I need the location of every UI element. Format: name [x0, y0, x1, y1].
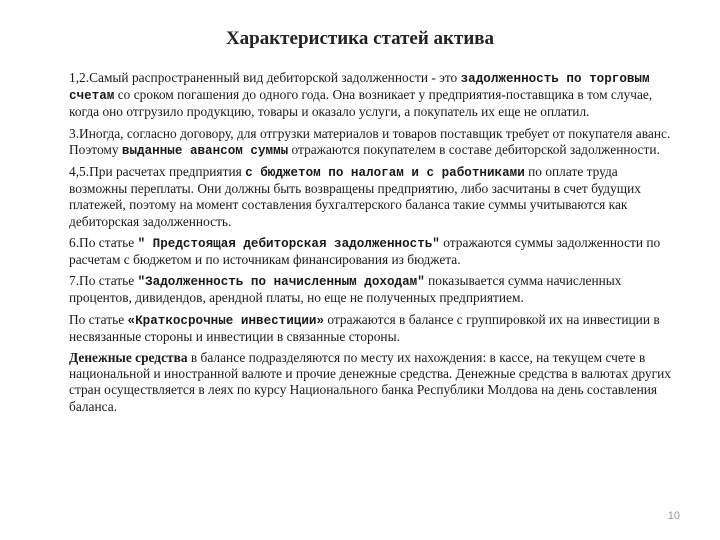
slide-content [69, 70, 674, 420]
paragraph-emphasis: задолженность по торговым счетам [69, 72, 650, 104]
paragraph-text: отражаются в балансе с группировкой их на инвестиции в несвязанные стороны и инвестиции в связанные стороны. [69, 311, 660, 344]
paragraph-text: показывается сумма начисленных процентов, дивидендов, арендной платы, но еще не полученных предприятием. [69, 273, 622, 306]
slide-title: Характеристика статей актива [225, 28, 495, 49]
paragraph-emphasis: "Задолженность по начисленным доходам" [137, 275, 425, 290]
paragraph-short-term-investments [69, 312, 674, 345]
paragraph-budget-employees [69, 164, 674, 230]
paragraph-cash [69, 350, 674, 415]
paragraph-emphasis: Денежные средства [69, 350, 188, 366]
slide-number: 10 [667, 510, 680, 522]
paragraph-text: 6.По статье [69, 234, 138, 250]
paragraph-emphasis: выданные авансом суммы [121, 143, 289, 158]
paragraph-emphasis: " Предстоящая дебиторская задолженность" [137, 236, 440, 251]
paragraph-accrued-income [69, 273, 674, 306]
paragraph-emphasis: «Краткосрочные инвестиции» [127, 313, 325, 328]
paragraph-upcoming-receivables [69, 235, 674, 268]
paragraph-text: отражаются суммы задолженности по расчетам с бюджетом и по источникам финансирования из бюджета. [69, 234, 661, 268]
paragraph-text: По статье [69, 311, 128, 327]
paragraph-text: 4,5.При расчетах предприятия [69, 164, 246, 180]
paragraph-emphasis: с бюджетом по налогам и с работниками [245, 166, 525, 181]
paragraph-text: 7.По статье [69, 273, 138, 289]
paragraph-text: по оплате труда возможны переплаты. Они должны быть возвращены предприятию, либо засчитаны в счет будущих платежей, поэтому на момент составления бухгалтерского баланса такие суммы учитываются как дебиторская задолженность. [69, 164, 641, 229]
paragraph-text: со сроком погашения до одного года. Она возникает у предприятия-поставщика в том случае, когда оно отгрузило продукцию, товары и оказало услуги, а покупатель их еще не оплатил. [69, 87, 653, 120]
paragraph-advances [69, 126, 674, 159]
paragraph-receivables [69, 70, 674, 121]
paragraph-text: 1,2.Самый распространенный вид дебиторской задолженности - это [69, 70, 461, 85]
paragraph-text: в балансе подразделяются по месту их нахождения: в кассе, на текущем счете в национальной и иностранной валюте и прочие денежные средства. Денежные средства в валютах других стран осуществляется в леях по курсу Национального банка Республики Молдова на день составления баланса. [69, 350, 671, 414]
paragraph-text: 3.Иногда, согласно договору, для отгрузки материалов и товаров поставщик требует от покупателя аванс. Поэтому [69, 125, 671, 157]
paragraph-text: отражаются покупателем в составе дебиторской задолженности. [288, 141, 660, 157]
